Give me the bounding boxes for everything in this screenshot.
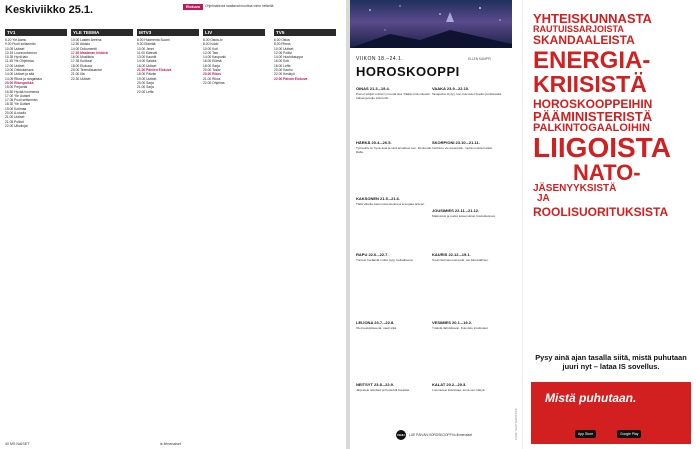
program-line: 16.00 Uutiset (137, 63, 157, 68)
sign-title: OINAS 21.3.–19.4. (356, 86, 390, 91)
sign-text: Ystävät ilahduttavat. Kuuntele intuitiotasi. (432, 326, 489, 330)
program-line: 8.00 Piirros (274, 42, 291, 47)
ad-word: LIIGOISTA (533, 132, 671, 163)
sign-skorpioni (432, 140, 508, 150)
program-line: 16.00 Elämä (203, 59, 222, 64)
sky-icon (350, 0, 512, 48)
channel-header: LIV (203, 29, 265, 36)
program-line: 6.00 Huomenta Suomi (137, 38, 170, 42)
program-line: 6.20 Yle Aamu (5, 38, 27, 42)
sign-text: Intohimo vie eteenpäin, mutta muista levätä. (432, 146, 493, 150)
program-line: 21.00 Rikos (203, 76, 221, 81)
brand-slogan: Mistä puhutaan. (545, 391, 637, 405)
program-line: 16.00 Koti (274, 59, 289, 64)
sign-kaksonen (356, 196, 432, 206)
horoscope-footer (396, 430, 472, 440)
tv-column-4 (203, 26, 265, 434)
ad-word: PÄÄMINISTERISTÄ (533, 109, 653, 124)
sign-oinas (356, 86, 432, 100)
sign-title: LEIJONA 23.7.–22.8. (356, 320, 395, 325)
sign-title: VAAKA 23.9.–22.10. (432, 86, 470, 91)
program-line: 14.05 Rikos ja rangaistus (5, 76, 43, 81)
ad-wordcloud (533, 12, 688, 218)
program-line: 12.00 Poliisi (274, 50, 292, 55)
program-line: 6.00 Ostos (274, 38, 290, 42)
horoscope-footer-text: LUE PÄIVÄN HOROSKOOPPI is.fi/menaiset (409, 433, 473, 437)
ad-word: JÄSENYYKSISTÄ (533, 183, 617, 194)
tv-column-3 (137, 26, 199, 434)
sign-title: VESIMIES 20.1.–19.2. (432, 320, 473, 325)
program-line: 12.50 Arkisto (71, 42, 91, 47)
program-line: 6.00 Ostos-tv (203, 38, 223, 42)
program-line: 10.00 Uutiset (274, 46, 294, 51)
program-highlight: 21.00 Päivien Elokuva (137, 68, 172, 73)
program-line: 20.00 Tositv (203, 68, 221, 73)
program-line: 17.35 Kulttuuri (71, 59, 93, 64)
sign-text: Pienet tekijät voivat nyt tuoda iloa. Päätä mitä oikeasti haluat ja kulje sitä kohti. (356, 92, 430, 101)
program-line: 11.45 Yle Ohjelmaa (5, 59, 34, 64)
program-line: 11.00 Kätevät (137, 50, 158, 55)
program-line: 14.00 Dokumentti (71, 46, 97, 51)
tv-column-5 (274, 26, 336, 434)
horoscope-title: HOROSKOOPPI (356, 64, 460, 79)
program-line: 20.00 Teemalauantai (71, 68, 102, 73)
tv-page (0, 0, 346, 449)
program-line: 13.00 Kauniit (137, 55, 157, 60)
ad-word: HOROSKOOPPEIHIN (533, 97, 653, 111)
horoscope-week: VIIKON 18.–24.1. (356, 56, 404, 62)
program-line: 21.05 Poliisit (5, 119, 24, 124)
program-highlight: 20.00 Rikos (203, 72, 222, 77)
page-title: Keskiviikko 25.1. (5, 4, 94, 16)
program-line: 10.05 Uutiset (5, 46, 25, 51)
ad-word: PALKINTOGAALOIHIN (533, 122, 650, 134)
program-line: 20.00 Sarja (137, 80, 154, 85)
program-highlight: 17.35 Maailman tehtävä (71, 50, 108, 55)
page-number: 40 MS NAISET (5, 442, 30, 446)
program-line: 18.00 Sarja (203, 63, 220, 68)
sign-neitsyt (356, 382, 432, 392)
sign-jousimies (432, 208, 508, 218)
sign-vaaka (432, 86, 508, 96)
horoscope-author: ELLEN KAMPPI (468, 57, 492, 61)
tv-column-1 (5, 26, 67, 434)
sign-kalat (432, 382, 508, 392)
promo-text: Ohjelmatiedot saattavat muuttua viime hetkellä. (205, 4, 275, 8)
program-line: 9.30 Elämää (137, 42, 156, 47)
elokuva-tag: Elokuva (183, 4, 203, 10)
program-line: 18.00 Päivän (137, 72, 157, 77)
program-line: 16.50 Hyvää huomenta (5, 89, 40, 94)
sign-leijona (356, 320, 432, 330)
program-line: 10.35 Hyvä talo (5, 55, 28, 60)
program-highlight: 20.00 Rikospaikka (5, 80, 34, 85)
site-url: is.fi/menaiset (160, 442, 181, 446)
program-line: 22.00 Keskiyö (274, 72, 295, 77)
sign-title: RAPU 22.6.–22.7. (356, 252, 389, 257)
ad-word: ENERGIA- (533, 47, 651, 74)
program-line: 19.00 Uutiset (137, 76, 157, 81)
program-line: 10.00 Koti (203, 46, 218, 51)
program-line: 22.00 Ohjelma (203, 80, 225, 85)
sign-text: Matkustus ja uudet kokemukset houkuttelevat. (432, 214, 496, 218)
program-line: 12.00 Uutiset (5, 63, 25, 68)
channel-header: TV5 (274, 29, 336, 36)
sign-title: HÄRKÄ 20.4.–20.5. (356, 140, 392, 145)
ad-word: YHTEISKUNNASTA (533, 11, 652, 26)
sign-text: Tasapaino löytyy, kun kuuntelet itseäsi ja läheisiäsi. (432, 92, 503, 96)
sign-title: KALAT 20.2.–20.3. (432, 382, 467, 387)
program-line: 9.00 Puoli seitsemän (5, 42, 36, 47)
sign-title: SKORPIONI 23.10.–21.11. (432, 140, 480, 145)
tv-column-2 (71, 26, 133, 434)
sign-text: Tunteet heräävät mutta pysy rauhallisena. (356, 258, 414, 262)
program-line: 14.00 Salatut (137, 59, 157, 64)
program-line: 15.00 Perjantai (5, 85, 28, 90)
program-line: 14.00 Huutokauppa (274, 55, 303, 60)
channel-header: TV1 (5, 29, 67, 36)
program-line: 20.00 Kauhu (274, 68, 293, 73)
program-line: 14.00 Kaupunki (203, 55, 226, 60)
sign-rapu (356, 252, 432, 262)
ad-slogan: Pysy ainä ajan tasalla siitä, mistä puhutaan juuri nyt – lataa IS sovellus. (535, 353, 687, 371)
program-line: 19.00 Kotimaa (5, 106, 27, 111)
ad-word: ROOLISUORITUKSISTA (533, 205, 669, 219)
ad-word: RAUTUISSARJOISTA (533, 24, 624, 34)
ad-word: SKANDAALEISTA (533, 33, 635, 47)
program-line: 10.15 Luonnonkierros (5, 50, 37, 55)
program-line: 22.00 Ulkolinjat (5, 123, 28, 128)
sign-text: Tällä viikolla saat uusia ideoita ja energiaa arkeen. (356, 202, 426, 206)
program-line: 10.00 Lasten Areena (71, 38, 102, 42)
sign-title: KAKSONEN 21.5.–21.6. (356, 196, 401, 201)
program-line: 10.00 Jenni (137, 46, 155, 51)
program-line: 13.00 Ostoskanava (5, 68, 34, 73)
sign-text: Työrauha on hyvä asia ja sinä ansaitset sen. Rentoudu illalla. (356, 146, 432, 155)
sign-text: Suunnitelmasi etenevät, ole kärsivällinen. (432, 258, 489, 262)
sign-text: Luovuutesi kukoistaa, anna sen näkyä. (432, 388, 486, 392)
program-highlight: 22.00 Päivän Elokuva (274, 76, 308, 81)
starry-sky-image (350, 0, 512, 48)
is-ad (522, 0, 696, 449)
channel-header: MTV3 (137, 29, 199, 36)
program-line: 12.00 Talo (203, 50, 219, 55)
ad-word: JA (537, 193, 550, 204)
program-line: 21.00 Ilta (71, 72, 85, 77)
program-line: 18.30 Yle Uutiset (5, 102, 31, 107)
sign-vesimies (432, 320, 508, 330)
sign-text: Järjestele asioitasi ja huolehdi itsestäsi. (356, 388, 410, 392)
photo-credit: KUVA: SHUTTERSTOCK (514, 408, 518, 440)
program-line: 14.00 Uutiset ja sää (5, 72, 35, 77)
program-line: 16.00 Musiikkia (71, 55, 94, 60)
program-line: 22.30 Uutiset (71, 76, 91, 81)
program-line: 18.00 Leffa (274, 63, 291, 68)
horoscope-page (350, 0, 696, 449)
sign-text: Olet keskipisteenä, nauti siitä. (356, 326, 397, 330)
sign-title: KAURIS 22.12.–19.1. (432, 252, 471, 257)
program-line: 18.00 Elokuva (71, 63, 92, 68)
channel-header: YLE TEEMA (71, 29, 133, 36)
sign-harka (356, 140, 432, 154)
program-line: 21.00 Sarja (137, 85, 154, 90)
ad-word: KRIISISTÄ (533, 71, 647, 97)
program-line: 8.00 Kokki (203, 42, 219, 47)
ad-brand-box (531, 382, 691, 444)
program-line: 22.00 Leffa (137, 89, 154, 94)
google-play-button[interactable]: Google Play (617, 430, 641, 438)
sign-kauris (432, 252, 508, 262)
ad-word: NATO- (573, 160, 641, 185)
sign-title: JOUSIMIES 22.11.–21.12. (432, 208, 480, 213)
is-badge-icon: ISHH (396, 430, 406, 440)
app-store-button[interactable]: App Store (575, 430, 596, 438)
sign-title: NEITSYT 23.8.–22.9. (356, 382, 395, 387)
program-line: 20.00 A-studio (5, 111, 27, 116)
program-line: 17.05 Puoli seitsemän (5, 98, 38, 103)
program-line: 21.00 Uutiset (5, 115, 25, 120)
program-line: 17.00 Yle Uutiset (5, 93, 31, 98)
